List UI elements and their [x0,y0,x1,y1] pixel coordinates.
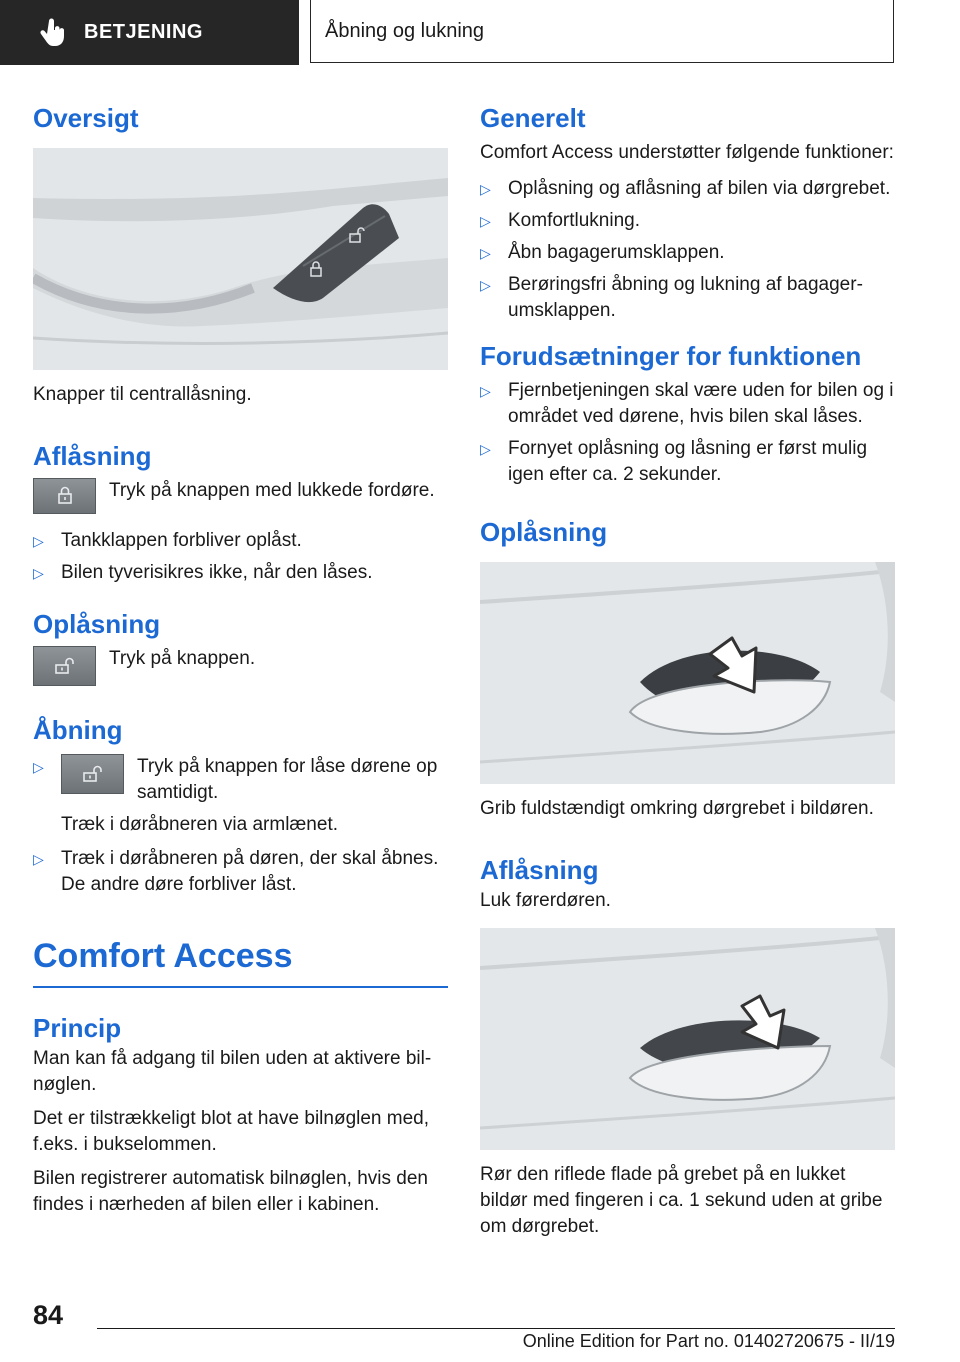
triangle-bullet-icon: ▷ [480,181,491,197]
triangle-bullet-icon: ▷ [33,533,44,549]
list-item: ▷ Oplåsning og aflåsning af bilen via dørgrebet. [480,176,895,202]
header-chapter-box [310,0,894,63]
princip-p1: Man kan få adgang til bilen uden at aktivere bilnøglen. [33,1048,432,1095]
heading-generelt: Generelt [480,103,586,133]
list-item: ▷ Bilen tyverisikres ikke, når den låses. [33,560,448,586]
heading-oplasning: Oplåsning [33,609,161,639]
heading-aflasning-right: Aflåsning [480,855,599,885]
lock-open-icon [81,764,105,784]
triangle-bullet-icon: ▷ [33,759,44,775]
list-item: ▷ Tryk på knappen for låse dørene op samtidigt. [33,754,448,806]
triangle-bullet-icon: ▷ [480,277,491,293]
list-item: ▷ Fornyet oplåsning og låsning er først mulig igen efter ca. 2 sekunder. [480,436,895,488]
triangle-bullet-icon: ▷ [480,441,491,457]
caption-oplasning: Grib fuldstændigt omkring dørgrebet i bildøren. [480,798,874,819]
heading-oplasning-right: Oplåsning [480,517,608,547]
heading-forudsaetninger: Forudsætninger for funktionen [480,341,862,371]
list-item: ▷ Åbn bagagerumsklappen. [480,240,895,266]
heading-abning: Åbning [33,715,123,745]
figure-lock-buttons [33,148,448,370]
lock-closed-icon [55,486,75,506]
princip-p2: Det er tilstrækkeligt blot at have bilnøglen med, f.eks. i bukselommen. [33,1108,430,1155]
heading-aflasning: Aflåsning [33,441,152,471]
princip-p3: Bilen registrerer automatisk bilnøglen, hvis den findes i nærheden af bilen eller i kabinen. [33,1168,428,1215]
figure-door-handle-touch [480,928,895,1150]
page-number: 84 [33,1300,64,1330]
edition-text: Online Edition for Part no. 01402720675 - II/19 [522,1331,895,1351]
triangle-bullet-icon: ▷ [480,245,491,261]
hand-pointer-icon [40,18,66,48]
unlock-button-image [33,646,96,686]
generelt-text: Comfort Access understøtter følgende funktioner: [480,142,894,163]
heading-princip: Princip [33,1013,122,1043]
list-item: ▷ Fjernbetjeningen skal være uden for bilen og i området ved dørene, hvis bilen skal låses. [480,378,895,430]
oplasning-text: Tryk på knappen. [109,648,256,669]
right-column [480,100,895,1240]
triangle-bullet-icon: ▷ [480,213,491,229]
triangle-bullet-icon: ▷ [33,851,44,867]
unlock-button-image [61,754,124,794]
header-chapter-label: Åbning og lukning [325,19,485,42]
header-section-tab[interactable] [0,0,299,65]
abning-sub-text: Træk i døråbneren via armlænet. [61,814,339,835]
footer-rule [97,1328,895,1329]
title-rule [33,986,448,988]
caption-aflasning-right: Rør den riflede flade på grebet på en lukket bildør med fingeren i ca. 1 sekund uden at gribe om dørgrebet. [480,1164,883,1237]
aflasning-text: Tryk på knappen med lukkede fordøre. [109,480,435,501]
header-section-label: BETJENING [84,21,203,43]
door-panel-illustration [33,148,448,370]
title-comfort-access: Comfort Access [33,937,293,975]
list-item: ▷ Træk i døråbneren på døren, der skal åbnes. De andre døre forbliver låst. [33,846,448,898]
lock-button-image [33,478,96,514]
list-item: ▷ Komfortlukning. [480,208,895,234]
lock-open-icon [53,656,77,676]
caption-oversigt: Knapper til centrallåsning. [33,384,252,405]
left-column [33,100,448,1218]
heading-oversigt: Oversigt [33,103,139,133]
triangle-bullet-icon: ▷ [33,565,44,581]
door-handle-touch-illustration [480,928,895,1150]
door-handle-illustration [480,562,895,784]
triangle-bullet-icon: ▷ [480,383,491,399]
list-item: ▷ Tankklappen forbliver oplåst. [33,528,448,554]
aflasning-right-text: Luk førerdøren. [480,890,611,911]
figure-door-handle-grip [480,562,895,784]
list-item: ▷ Berøringsfri åbning og lukning af bagagerumsklappen. [480,272,895,324]
